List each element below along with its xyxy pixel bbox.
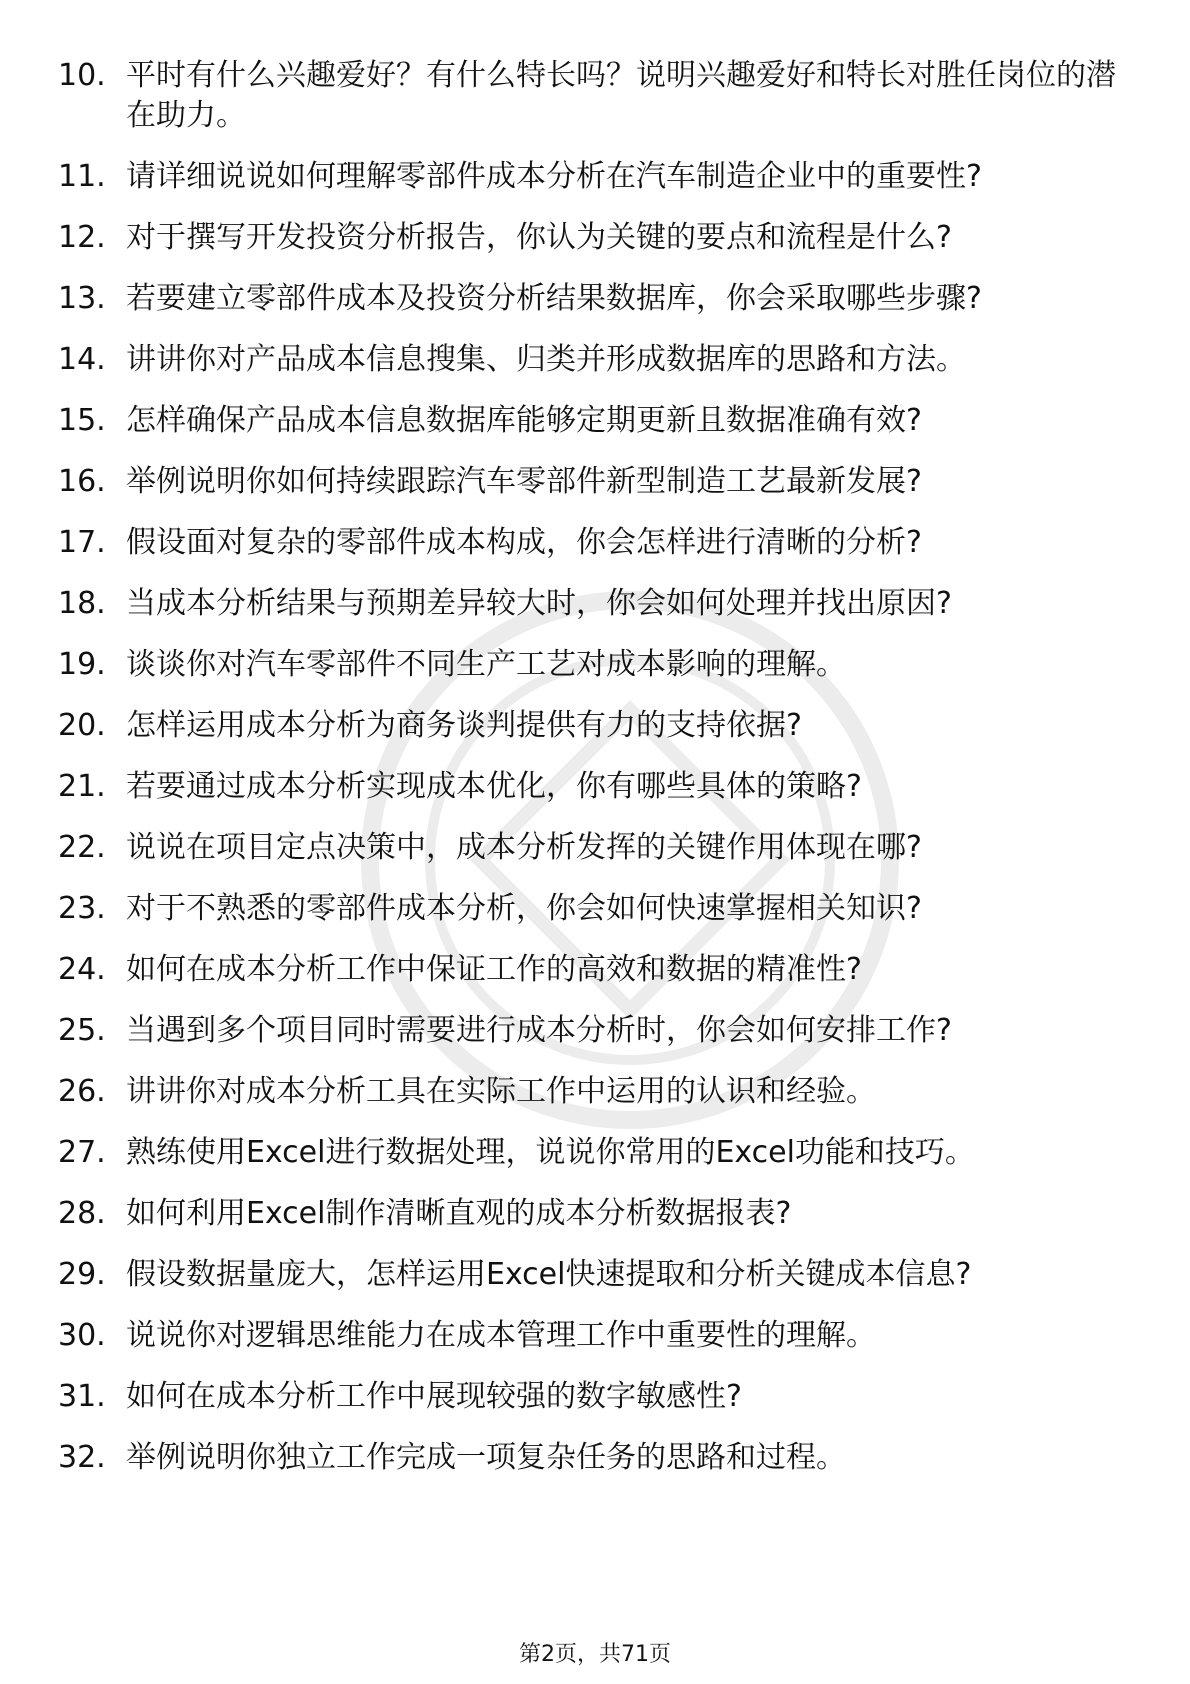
question-number: 11.: [58, 159, 106, 194]
list-item: [58, 523, 1130, 563]
question-text: 假设面对复杂的零部件成本构成，你会怎样进行清晰的分析?: [126, 525, 922, 560]
question-number: 23.: [58, 891, 106, 926]
question-text: 如何在成本分析工作中保证工作的高效和数据的精准性?: [126, 952, 862, 987]
question-number: 28.: [58, 1196, 106, 1231]
question-number: 14.: [58, 342, 106, 377]
list-item: [58, 218, 1130, 258]
question-number: 27.: [58, 1135, 106, 1170]
list-item: [58, 340, 1130, 380]
question-text: 说说你对逻辑思维能力在成本管理工作中重要性的理解。: [126, 1318, 876, 1353]
list-item: [58, 462, 1130, 502]
question-number: 32.: [58, 1440, 106, 1475]
question-number: 19.: [58, 647, 106, 682]
question-text: 怎样确保产品成本信息数据库能够定期更新且数据准确有效?: [126, 403, 922, 438]
question-text: 谈谈你对汽车零部件不同生产工艺对成本影响的理解。: [126, 647, 846, 682]
list-item: [58, 1194, 1130, 1234]
question-text: 举例说明你独立工作完成一项复杂任务的思路和过程。: [126, 1440, 846, 1475]
list-item: [58, 279, 1130, 319]
question-number: 18.: [58, 586, 106, 621]
question-text: 对于不熟悉的零部件成本分析，你会如何快速掌握相关知识?: [126, 891, 922, 926]
question-number: 25.: [58, 1013, 106, 1048]
list-item: [58, 645, 1130, 685]
question-text: 如何在成本分析工作中展现较强的数字敏感性?: [126, 1379, 742, 1414]
list-item: [58, 706, 1130, 746]
question-text: 讲讲你对产品成本信息搜集、归类并形成数据库的思路和方法。: [126, 342, 966, 377]
question-number: 30.: [58, 1318, 106, 1353]
question-number: 12.: [58, 220, 106, 255]
question-text: 请详细说说如何理解零部件成本分析在汽车制造企业中的重要性?: [126, 159, 982, 194]
question-number: 10.: [58, 58, 106, 93]
question-text: 讲讲你对成本分析工具在实际工作中运用的认识和经验。: [126, 1074, 876, 1109]
list-item: [58, 1255, 1130, 1295]
page-footer: 第2页，共71页: [519, 1642, 671, 1667]
question-number: 22.: [58, 830, 106, 865]
list-item: [58, 1133, 1130, 1173]
question-list: [58, 56, 1130, 1499]
list-item: [58, 1011, 1130, 1051]
question-text: 假设数据量庞大，怎样运用Excel快速提取和分析关键成本信息?: [126, 1257, 972, 1292]
list-item: [58, 1438, 1130, 1478]
list-item: [58, 56, 1130, 136]
question-number: 26.: [58, 1074, 106, 1109]
question-number: 13.: [58, 281, 106, 316]
question-text: 举例说明你如何持续跟踪汽车零部件新型制造工艺最新发展?: [126, 464, 922, 499]
list-item: [58, 767, 1130, 807]
question-number: 21.: [58, 769, 106, 804]
question-number: 15.: [58, 403, 106, 438]
list-item: [58, 889, 1130, 929]
question-number: 24.: [58, 952, 106, 987]
question-number: 20.: [58, 708, 106, 743]
list-item: [58, 401, 1130, 441]
question-text: 熟练使用Excel进行数据处理，说说你常用的Excel功能和技巧。: [126, 1135, 975, 1170]
question-text: 当遇到多个项目同时需要进行成本分析时，你会如何安排工作?: [126, 1013, 952, 1048]
question-text: 怎样运用成本分析为商务谈判提供有力的支持依据?: [126, 708, 802, 743]
question-number: 31.: [58, 1379, 106, 1414]
question-text: 若要通过成本分析实现成本优化，你有哪些具体的策略?: [126, 769, 862, 804]
question-text: 对于撰写开发投资分析报告，你认为关键的要点和流程是什么?: [126, 220, 952, 255]
question-text: 平时有什么兴趣爱好？有什么特长吗？说明兴趣爱好和特长对胜任岗位的潜在助力。: [126, 58, 1116, 133]
question-number: 17.: [58, 525, 106, 560]
question-text: 若要建立零部件成本及投资分析结果数据库，你会采取哪些步骤?: [126, 281, 982, 316]
question-text: 说说在项目定点决策中，成本分析发挥的关键作用体现在哪?: [126, 830, 922, 865]
list-item: [58, 1072, 1130, 1112]
list-item: [58, 1377, 1130, 1417]
list-item: [58, 950, 1130, 990]
list-item: [58, 157, 1130, 197]
question-number: 29.: [58, 1257, 106, 1292]
question-text: 当成本分析结果与预期差异较大时，你会如何处理并找出原因?: [126, 586, 952, 621]
list-item: [58, 1316, 1130, 1356]
question-text: 如何利用Excel制作清晰直观的成本分析数据报表?: [126, 1196, 792, 1231]
list-item: [58, 828, 1130, 868]
question-number: 16.: [58, 464, 106, 499]
list-item: [58, 584, 1130, 624]
